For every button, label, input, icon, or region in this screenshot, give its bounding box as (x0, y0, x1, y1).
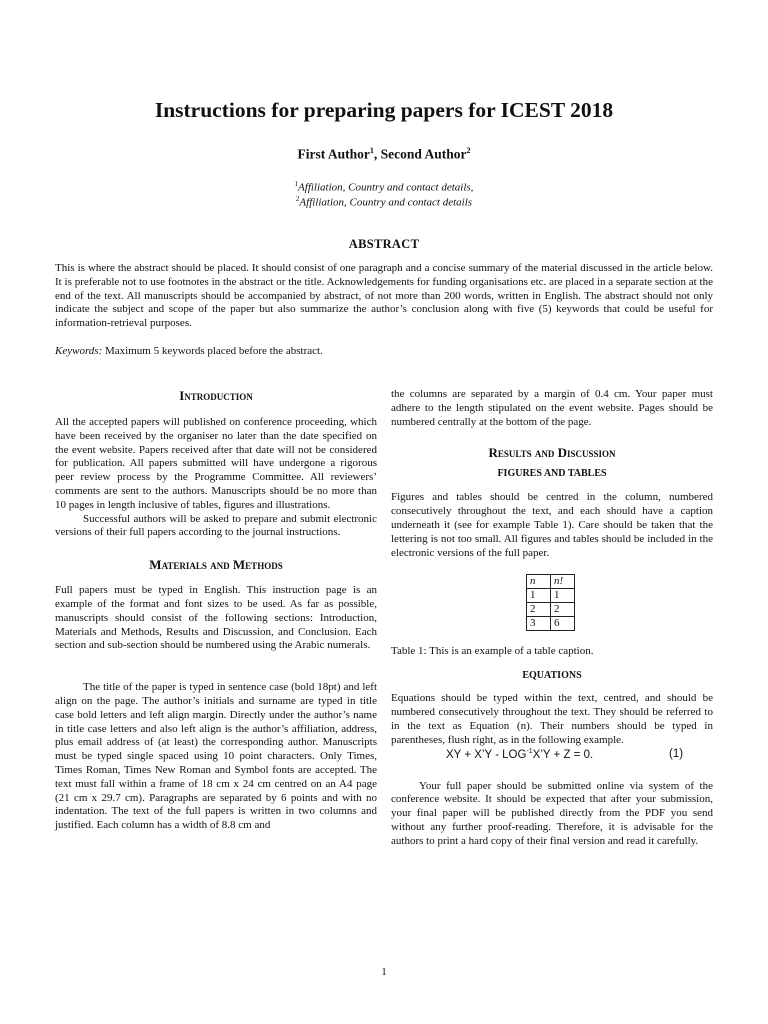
equation-right: X’Y + Z = 0. (532, 748, 594, 761)
keywords-label: Keywords: (55, 345, 103, 357)
materials-paragraph-1: Full papers must be typed in English. This instruction page is an example of the format and font sizes to be used. As far as possible, manuscripts should consist of the following sections: Introduction, Materials and Methods, Results and Discussion, and Conclusion. Each section and sub-section should be numbered using the Arabic numerals. (55, 584, 377, 652)
equation-expression (446, 748, 593, 761)
second-author-sup: 2 (466, 146, 471, 155)
keywords-line (55, 345, 713, 357)
affiliation-1-sup: 1 (294, 180, 299, 188)
example-table (526, 574, 575, 631)
table-header-cell: n! (551, 575, 575, 589)
equation-1 (391, 748, 713, 764)
table-row (527, 603, 575, 617)
figures-tables-heading: FIGURES AND TABLES (497, 468, 607, 480)
introduction-paragraph-2: Successful authors will be asked to prepare and submit electronic versions of their full papers according to the journal instructions. (55, 512, 377, 539)
table-cell: 1 (527, 589, 551, 603)
second-author: Second Author (380, 146, 467, 162)
affiliation-2 (0, 195, 768, 209)
introduction-paragraph-1: All the accepted papers will published on conference proceeding, which have been received by the organiser no later than the date specified on the event website. Papers received after that date will not be considered for publication. All papers submitted will have undergone a rigorous peer review process by the Programme Committee. All reviewers’ comments are sent to the authors. Manuscripts should be no more than 10 pages in length inclusive of tables, figures and illustrations. (55, 416, 377, 511)
first-author: First Author (297, 146, 370, 162)
first-author-sup: 1 (369, 146, 374, 155)
figures-tables-paragraph: Figures and tables should be centred in the column, numbered consecutively throughout the text, and each should have a caption underneath it (see for example Table 1). Care should be taken that the lettering is not too small. All figures and tables should be included in the electronic versions of the full paper. (391, 491, 713, 559)
author-separator: , (373, 146, 381, 162)
results-heading: Results and Discussion (488, 445, 616, 461)
abstract-heading: ABSTRACT (348, 237, 420, 251)
table-cell: 2 (551, 603, 575, 617)
affiliation-2-sup: 2 (295, 195, 300, 203)
affiliation-1 (0, 180, 768, 194)
equation-number: (1) (669, 747, 684, 760)
paper-title: Instructions for preparing papers for ICEST 2018 (154, 98, 614, 122)
equation-superscript: -1 (526, 747, 533, 755)
keywords-text: Maximum 5 keywords placed before the abstract. (102, 345, 323, 357)
equation-left: XY + X’Y - LOG (446, 748, 527, 761)
table-header-cell: n (527, 575, 551, 589)
author-line (0, 146, 768, 163)
left-column (55, 388, 377, 833)
table-header-row (527, 575, 575, 589)
right-column (391, 388, 713, 849)
table-cell: 3 (527, 617, 551, 631)
introduction-heading: Introduction (179, 388, 253, 403)
table-cell: 6 (551, 617, 575, 631)
materials-heading: Materials and Methods (149, 557, 283, 573)
table-row (527, 589, 575, 603)
page-number: 1 (381, 966, 387, 978)
table-cell: 2 (527, 603, 551, 617)
equations-heading: EQUATIONS (522, 670, 582, 682)
materials-paragraph-continued: the columns are separated by a margin of 0.4 cm. Your paper must adhere to the length stipulated on the event website. Pages should be numbered centrally at the bottom of the page. (391, 388, 713, 428)
closing-paragraph: Your full paper should be submitted online via system of the conference website. It should be expected that after your submission, your final paper will be published directly from the PDF you send without any further proof-reading. Therefore, it is advisable for the authors to print a hard copy of their final version and read it carefully. (391, 779, 713, 847)
affiliation-1-text: Affiliation, Country and contact details, (298, 181, 474, 194)
table-row (527, 617, 575, 631)
equations-paragraph: Equations should be typed within the text, centred, and should be numbered consecutively throughout the text. They should be referred to in the text as Equation (n). Their numbers should be typed in parentheses, flush right, as in the following example. (391, 692, 713, 746)
materials-paragraph-2: The title of the paper is typed in sentence case (bold 18pt) and left align on the page. The author’s initials and surname are typed in title case bold letters and left align margin. Directly under the author’s name in title case letters and also left align is the author’s affiliation, address, plus email address of (at least) the corresponding author. Manuscripts must be typed single spaced using 10 point characters. Only Times, Times Roman, Times New Roman and Symbol fonts are accepted. The text must fall within a frame of 18 cm x 24 cm centred on an A4 page (21 cm x 29.7 cm). Paragraphs are separated by 6 points and with no indentation. The text of the full papers is written in two columns and justified. Each column has a width of 8.8 cm and (55, 681, 377, 832)
affiliation-2-text: Affiliation, Country and contact details (299, 196, 473, 209)
abstract-body: This is where the abstract should be placed. It should consist of one paragraph and a concise summary of the material discussed in the article below. It is preferable not to use footnotes in the abstract or the title. Acknowledgements for funding organisations etc. are placed in a separate section at the end of the text. All manuscripts should be accompanied by abstract, of not more than 200 words, written in English. The abstract should not only indicate the subject and scope of the paper but also summarize the author’s conclusion along with five (5) keywords that could be useful for information-retrieval purposes. (55, 262, 713, 330)
table-cell: 1 (551, 589, 575, 603)
table-caption: Table 1: This is an example of a table caption. (391, 645, 594, 658)
